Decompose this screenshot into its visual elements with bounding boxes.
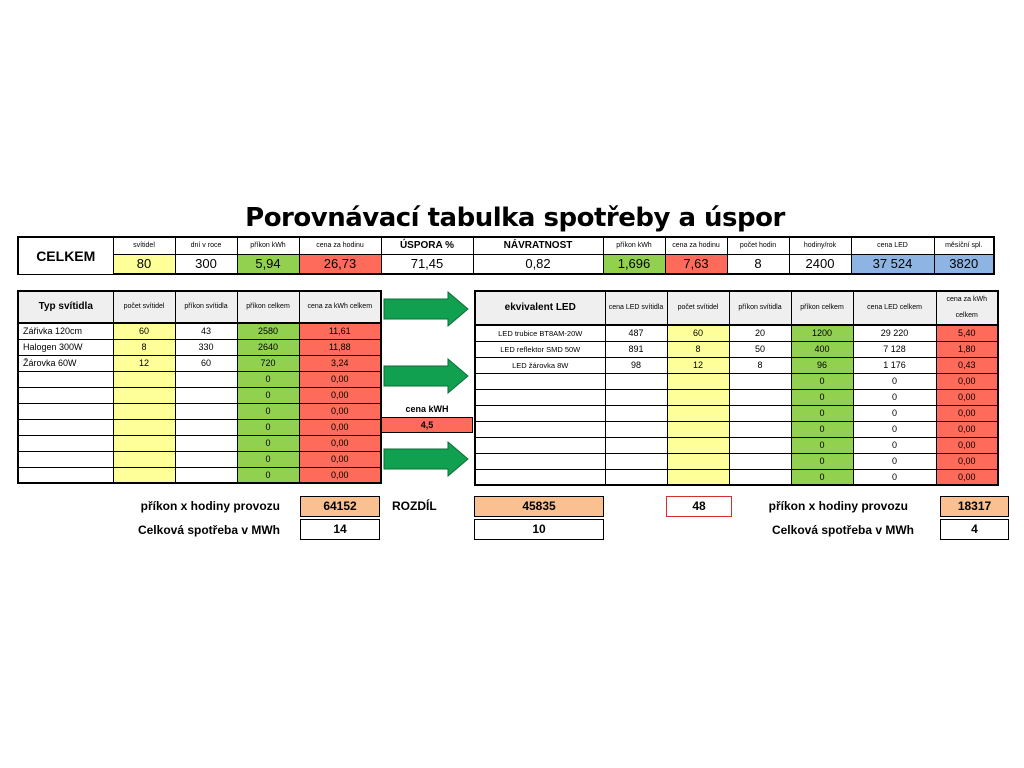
table-cell: 0,00: [299, 451, 381, 467]
table-cell: [113, 435, 175, 451]
table-cell: 0,00: [299, 419, 381, 435]
table-cell: [729, 421, 791, 437]
table-cell: 3,24: [299, 355, 381, 371]
table-cell: [18, 435, 113, 451]
column-header: počet svítidel: [113, 291, 175, 323]
table-cell: [667, 453, 729, 469]
table-cell: 0: [791, 421, 853, 437]
table-cell: [729, 373, 791, 389]
table-cell: 0: [791, 373, 853, 389]
table-cell: 2580: [237, 323, 299, 339]
column-header: Typ svítidla: [18, 291, 113, 323]
table-cell: 0: [237, 451, 299, 467]
table-cell: 487: [605, 325, 667, 341]
table-cell: [475, 453, 605, 469]
table-cell: 0,00: [936, 389, 998, 405]
table-cell: [113, 387, 175, 403]
summary-header: svítidel: [113, 237, 175, 254]
table-cell: [729, 469, 791, 485]
table-cell: 8: [113, 339, 175, 355]
table-row: [18, 451, 381, 467]
table-row: [475, 341, 998, 357]
red-box-value: 48: [666, 496, 732, 517]
table-cell: [175, 451, 237, 467]
left-spotreba-value: 14: [300, 519, 380, 540]
column-header: příkon celkem: [237, 291, 299, 323]
table-cell: 60: [113, 323, 175, 339]
table-cell: 0,00: [936, 405, 998, 421]
table-cell: 720: [237, 355, 299, 371]
summary-value: 37 524: [851, 254, 934, 274]
column-header: cena za kWh celkem: [299, 291, 381, 323]
table-row: [475, 373, 998, 389]
table-cell: [605, 421, 667, 437]
led-equivalent-table: [474, 290, 999, 486]
table-cell: 0: [237, 435, 299, 451]
table-cell: LED trubice BT8AM-20W: [475, 325, 605, 341]
column-header: příkon svítidla: [729, 291, 791, 325]
table-cell: 1 176: [853, 357, 936, 373]
summary-header: příkon kWh: [603, 237, 665, 254]
table-cell: [18, 403, 113, 419]
left-prikon-label: příkon x hodiny provozu: [140, 499, 280, 513]
table-row: [475, 389, 998, 405]
table-cell: 0,00: [299, 435, 381, 451]
table-cell: 330: [175, 339, 237, 355]
table-cell: Žárovka 60W: [18, 355, 113, 371]
table-row: [18, 371, 381, 387]
table-cell: [605, 373, 667, 389]
table-cell: Halogen 300W: [18, 339, 113, 355]
column-header: ekvivalent LED: [475, 291, 605, 325]
table-cell: 0: [853, 453, 936, 469]
table-cell: 0,00: [936, 373, 998, 389]
table-cell: LED žárovka 8W: [475, 357, 605, 373]
table-cell: 0: [237, 419, 299, 435]
arrow-right-icon: [382, 441, 470, 477]
cena-kwh-value: 4,5: [381, 417, 473, 433]
table-row: [475, 325, 998, 341]
table-cell: [667, 437, 729, 453]
table-row: [18, 419, 381, 435]
table-cell: [18, 371, 113, 387]
table-cell: 0,00: [299, 467, 381, 483]
right-spotreba-label: Celková spotřeba v MWh: [771, 523, 914, 537]
summary-value: 7,63: [665, 254, 727, 274]
table-cell: [175, 387, 237, 403]
table-cell: 0,00: [299, 387, 381, 403]
summary-header: NÁVRATNOST: [473, 237, 603, 254]
right-prikon-value: 18317: [940, 496, 1009, 517]
summary-header: příkon kWh: [237, 237, 299, 254]
rozdil-value: 45835: [474, 496, 604, 517]
table-cell: 0: [237, 403, 299, 419]
table-cell: [667, 421, 729, 437]
table-cell: [18, 467, 113, 483]
table-row: [475, 453, 998, 469]
table-cell: [113, 419, 175, 435]
table-cell: 0,00: [936, 453, 998, 469]
table-cell: 0: [237, 387, 299, 403]
table-cell: [18, 387, 113, 403]
table-cell: 0,00: [936, 421, 998, 437]
table-cell: [667, 469, 729, 485]
table-cell: [605, 437, 667, 453]
table-cell: Zářivka 120cm: [18, 323, 113, 339]
table-cell: 1,80: [936, 341, 998, 357]
table-cell: 12: [113, 355, 175, 371]
left-prikon-value: 64152: [300, 496, 380, 517]
table-cell: [475, 469, 605, 485]
table-cell: [605, 453, 667, 469]
column-header: cena za kWh celkem: [936, 291, 998, 325]
table-cell: [475, 421, 605, 437]
summary-value: 80: [113, 254, 175, 274]
rozdil-label: ROZDÍL: [392, 499, 437, 513]
table-row: [475, 357, 998, 373]
summary-value: 5,94: [237, 254, 299, 274]
table-cell: 12: [667, 357, 729, 373]
table-row: [18, 323, 381, 339]
table-cell: 50: [729, 341, 791, 357]
table-cell: 891: [605, 341, 667, 357]
table-cell: 0: [853, 389, 936, 405]
table-cell: 0: [237, 467, 299, 483]
table-cell: [113, 451, 175, 467]
summary-value: 300: [175, 254, 237, 274]
table-cell: 0: [853, 405, 936, 421]
table-cell: [475, 437, 605, 453]
table-cell: 0: [853, 469, 936, 485]
table-cell: [175, 371, 237, 387]
table-row: [18, 387, 381, 403]
arrow-right-icon: [382, 358, 470, 394]
column-header: cena LED svítidla: [605, 291, 667, 325]
table-cell: 98: [605, 357, 667, 373]
table-cell: LED reflektor SMD 50W: [475, 341, 605, 357]
table-cell: [475, 389, 605, 405]
table-cell: [605, 469, 667, 485]
table-cell: 29 220: [853, 325, 936, 341]
rozdil-mwh-value: 10: [474, 519, 604, 540]
table-cell: [475, 405, 605, 421]
table-cell: 1200: [791, 325, 853, 341]
table-cell: 0: [791, 469, 853, 485]
table-cell: 0: [791, 405, 853, 421]
summary-header: ÚSPORA %: [381, 237, 473, 254]
table-row: [475, 469, 998, 485]
table-row: [475, 405, 998, 421]
right-prikon-label: příkon x hodiny provozu: [768, 499, 908, 513]
column-header: cena LED celkem: [853, 291, 936, 325]
table-cell: 0: [237, 371, 299, 387]
summary-header: dní v roce: [175, 237, 237, 254]
table-cell: 60: [175, 355, 237, 371]
table-cell: 11,88: [299, 339, 381, 355]
table-cell: [18, 451, 113, 467]
table-cell: [667, 389, 729, 405]
table-cell: [729, 437, 791, 453]
table-cell: 8: [729, 357, 791, 373]
arrow-right-icon: [382, 291, 470, 327]
table-cell: 60: [667, 325, 729, 341]
table-cell: 400: [791, 341, 853, 357]
table-cell: [175, 419, 237, 435]
column-header: příkon celkem: [791, 291, 853, 325]
summary-value: 26,73: [299, 254, 381, 274]
table-row: [18, 435, 381, 451]
table-cell: 0,00: [299, 371, 381, 387]
table-cell: 43: [175, 323, 237, 339]
summary-value: 3820: [934, 254, 994, 274]
table-row: [18, 467, 381, 483]
table-cell: [667, 373, 729, 389]
table-cell: 0,00: [299, 403, 381, 419]
table-cell: [729, 389, 791, 405]
table-row: [18, 339, 381, 355]
table-cell: 7 128: [853, 341, 936, 357]
summary-value: 71,45: [381, 254, 473, 274]
table-cell: 0: [853, 421, 936, 437]
column-header: příkon svítidla: [175, 291, 237, 323]
table-row: [475, 421, 998, 437]
summary-header: cena LED: [851, 237, 934, 254]
page-title: Porovnávací tabulka spotřeby a úspor: [245, 203, 785, 233]
table-cell: 0: [853, 373, 936, 389]
table-cell: 8: [667, 341, 729, 357]
cena-kwh-label: cena kWH: [405, 404, 449, 414]
table-cell: 0,00: [936, 469, 998, 485]
table-cell: [667, 405, 729, 421]
summary-value: 1,696: [603, 254, 665, 274]
table-cell: [475, 373, 605, 389]
summary-value: 8: [727, 254, 789, 274]
table-cell: [113, 467, 175, 483]
current-lights-table: [17, 290, 382, 484]
summary-value: 0,82: [473, 254, 603, 274]
table-row: [18, 403, 381, 419]
table-row: [475, 437, 998, 453]
table-cell: [113, 403, 175, 419]
table-cell: 0: [791, 437, 853, 453]
table-cell: [175, 467, 237, 483]
summary-header: hodiny/rok: [789, 237, 851, 254]
table-row: [18, 355, 381, 371]
table-cell: 96: [791, 357, 853, 373]
table-cell: 20: [729, 325, 791, 341]
table-cell: [729, 453, 791, 469]
table-cell: 0: [791, 389, 853, 405]
table-cell: 11,61: [299, 323, 381, 339]
summary-header: počet hodin: [727, 237, 789, 254]
summary-header: měsíční spl.: [934, 237, 994, 254]
column-header: počet svítidel: [667, 291, 729, 325]
summary-label: CELKEM: [18, 237, 113, 274]
table-cell: [175, 403, 237, 419]
summary-table: [17, 236, 995, 275]
summary-value: 2400: [789, 254, 851, 274]
table-cell: 0: [853, 437, 936, 453]
table-cell: [605, 389, 667, 405]
table-cell: 0,00: [936, 437, 998, 453]
table-cell: 5,40: [936, 325, 998, 341]
right-spotreba-value: 4: [940, 519, 1009, 540]
table-cell: 0: [791, 453, 853, 469]
table-cell: [605, 405, 667, 421]
summary-header: cena za hodinu: [665, 237, 727, 254]
table-cell: [175, 435, 237, 451]
table-cell: [18, 419, 113, 435]
table-cell: 2640: [237, 339, 299, 355]
table-cell: 0,43: [936, 357, 998, 373]
summary-header: cena za hodinu: [299, 237, 381, 254]
left-spotreba-label: Celková spotřeba v MWh: [137, 523, 280, 537]
table-cell: [113, 371, 175, 387]
table-cell: [729, 405, 791, 421]
